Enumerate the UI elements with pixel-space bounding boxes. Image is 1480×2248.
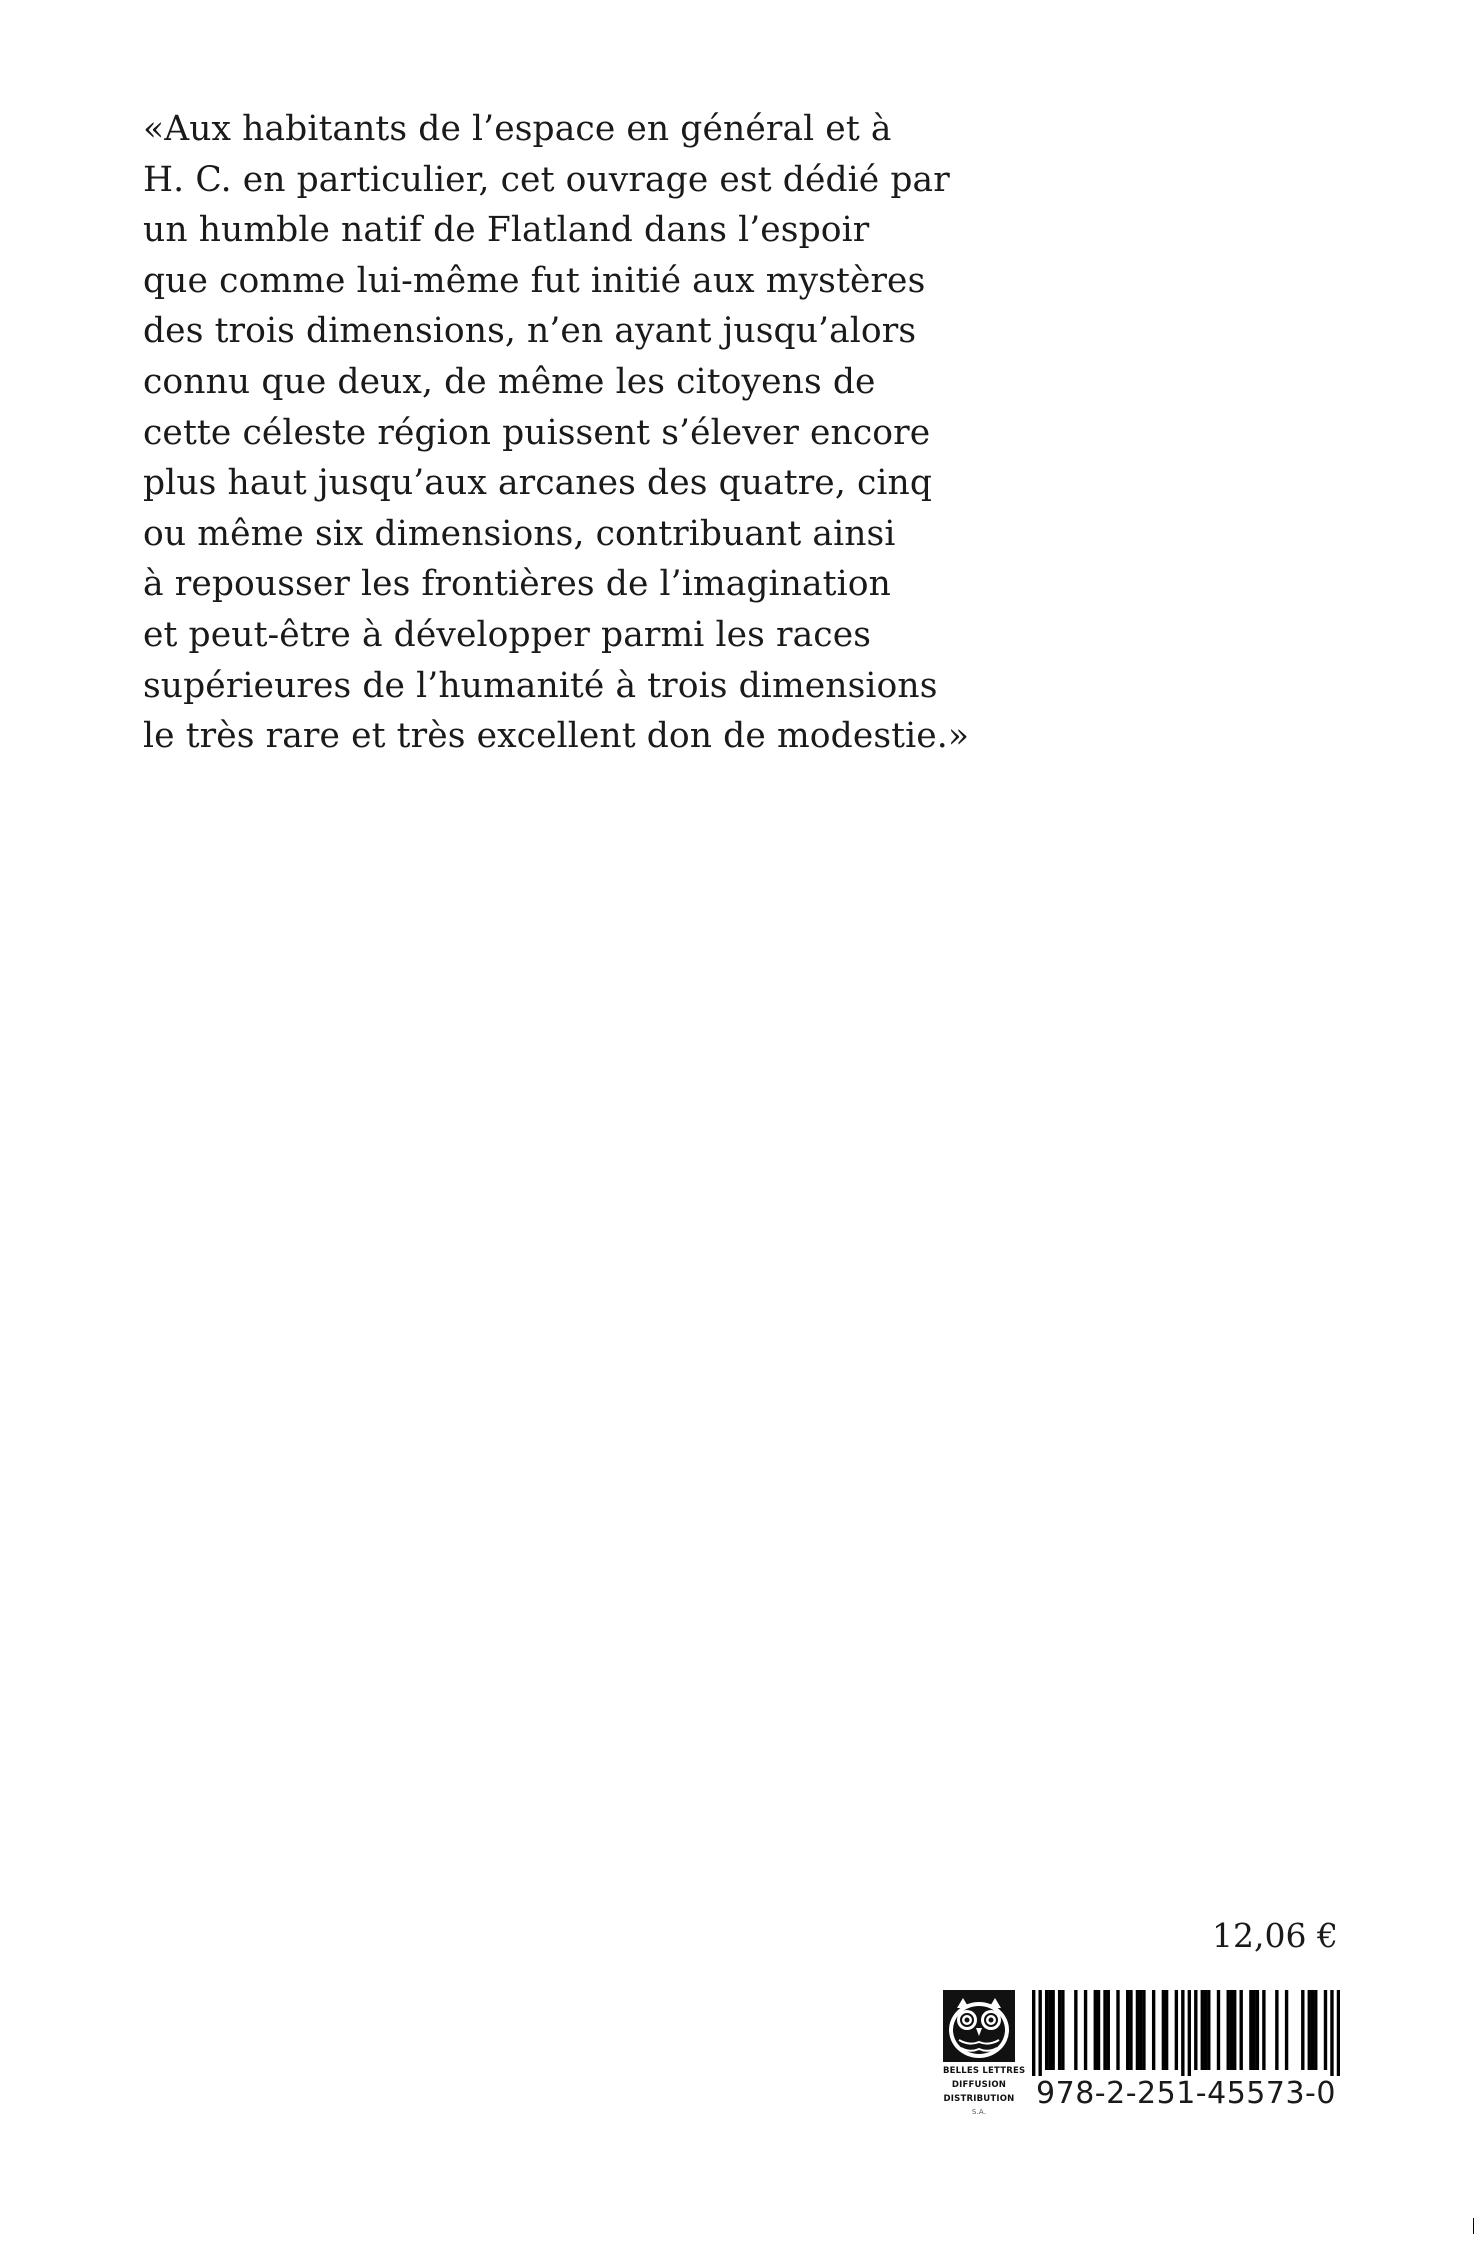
barcode-bar [1152,1990,1155,2070]
price-label: 12,06 € [1212,1916,1338,1955]
barcode-bar [1129,1990,1132,2070]
barcode-bar [1032,1990,1035,2076]
dedication-line: supérieures de l’humanité à trois dimensions [143,665,938,706]
crop-mark [1473,2218,1474,2234]
dedication-line: connu que deux, de même les citoyens de [143,361,876,402]
dedication-line: plus haut jusqu’aux arcanes des quatre, cinq [143,463,933,504]
barcode-bar [1097,1990,1100,2070]
dedication-line: un humble natif de Flatland dans l’espoir [143,210,870,251]
barcode-bar [1136,1990,1139,2070]
barcode-bar [1275,1990,1278,2070]
barcode-bar [1227,1990,1230,2070]
barcode-bar [1188,1990,1191,2076]
barcode-bar [1126,1990,1129,2070]
barcode [1032,1990,1340,2076]
barcode-bar [1045,1990,1048,2070]
publisher-name-line: DISTRIBUTION [943,2094,1015,2104]
barcode-bar [1230,1990,1233,2070]
publisher-name-line: S.A. [971,2108,987,2116]
dedication-line: et peut-être à développer parmi les races [143,614,872,655]
barcode-bar [1058,1990,1061,2070]
publisher-name-line: DIFFUSION [951,2080,1007,2090]
barcode-bar [1301,1990,1304,2070]
barcode-bar [1204,1990,1207,2070]
dedication-line: H. C. en particulier, cet ouvrage est dédié par [143,159,950,200]
dedication-line: cette céleste région puissent s’élever encore [143,412,931,453]
barcode-bar [1084,1990,1087,2070]
barcode-bar [1165,1990,1168,2070]
barcode-bar [1142,1990,1145,2070]
dedication-line: des trois dimensions, n’en ayant jusqu’alors [143,311,917,352]
barcode-bar [1048,1990,1051,2070]
dedication-line: que comme lui-même fut initié aux mystères [143,260,926,301]
barcode-bar [1194,1990,1197,2070]
barcode-bar [1311,1990,1314,2070]
barcode-bar [1103,1990,1106,2070]
barcode-bar [1038,1990,1041,2076]
barcode-bar [1139,1990,1142,2070]
dedication-line: ou même six dimensions, contribuant ainsi [143,513,896,554]
owl-icon [943,1990,1015,2062]
barcode-bar [1207,1990,1210,2070]
publisher-name-line: BELLES LETTRES [943,2066,1026,2076]
barcode-bar [1285,1990,1288,2070]
dedication-line: «Aux habitants de l’espace en général et à [143,109,892,149]
barcode-bar [1233,1990,1236,2070]
publisher-logo [943,1990,1026,2116]
barcode-bar [1337,1990,1340,2076]
barcode-bar [1217,1990,1220,2070]
barcode-bar [1094,1990,1097,2070]
barcode-bar [1175,1990,1178,2070]
barcode-bar [1116,1990,1119,2070]
dedication-line: à repousser les frontières de l’imagination [143,564,891,605]
barcode-bar [1308,1990,1311,2070]
barcode-bar [1256,1990,1259,2070]
barcode-bar [1061,1990,1064,2070]
barcode-bar [1249,1990,1252,2070]
barcode-bar [1324,1990,1327,2070]
barcode-bar [1162,1990,1165,2070]
barcode-bar [1074,1990,1077,2070]
barcode-bar [1051,1990,1054,2070]
barcode-bar [1107,1990,1110,2070]
dedication-quote [143,104,1043,762]
barcode-bar [1201,1990,1204,2070]
dedication-line: le très rare et très excellent don de modestie.» [143,716,970,757]
barcode-bar [1239,1990,1242,2070]
isbn-number: 978-2-251-45573-0 [1036,2076,1336,2111]
barcode-bar [1181,1990,1184,2076]
barcode-bar [1330,1990,1333,2076]
barcode-bar [1314,1990,1317,2070]
barcode-bar [1262,1990,1265,2070]
barcode-bar [1252,1990,1255,2070]
